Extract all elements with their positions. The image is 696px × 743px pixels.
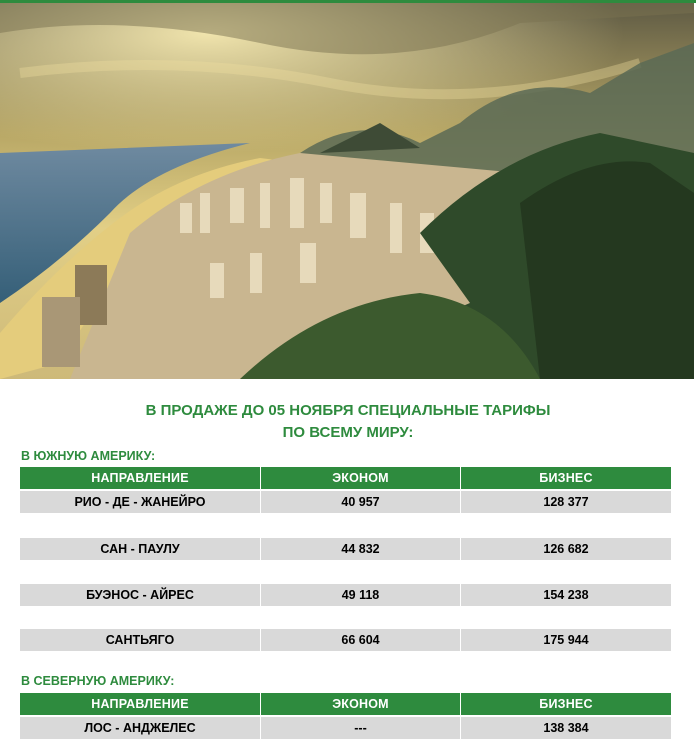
header-economy: ЭКОНОМ xyxy=(261,693,460,715)
header-economy: ЭКОНОМ xyxy=(261,467,460,489)
headline-line-2: ПО ВСЕМУ МИРУ: xyxy=(282,424,414,441)
south-america-label: В ЮЖНУЮ АМЕРИКУ: xyxy=(21,449,156,463)
destination-cell: БУЭНОС - АЙРЕС xyxy=(20,584,260,606)
header-business: БИЗНЕС xyxy=(461,693,671,715)
economy-price-cell: 40 957 xyxy=(261,491,460,513)
economy-price-cell: --- xyxy=(261,717,460,739)
north-america-label: В СЕВЕРНУЮ АМЕРИКУ: xyxy=(21,674,175,688)
table-row xyxy=(20,491,671,513)
table-row xyxy=(20,584,671,606)
economy-price-cell: 49 118 xyxy=(261,584,460,606)
promo-headline xyxy=(0,400,696,444)
table-row xyxy=(20,629,671,651)
header-destination: НАПРАВЛЕНИЕ xyxy=(20,693,260,715)
destination-cell: РИО - ДЕ - ЖАНЕЙРО xyxy=(20,491,260,513)
table-row xyxy=(20,717,671,739)
destination-cell: ЛОС - АНДЖЕЛЕС xyxy=(20,717,260,739)
header-business: БИЗНЕС xyxy=(461,467,671,489)
destination-cell: САН - ПАУЛУ xyxy=(20,538,260,560)
south-table-header xyxy=(20,467,671,489)
headline-line-1: В ПРОДАЖЕ ДО 05 НОЯБРЯ СПЕЦИАЛЬНЫЕ ТАРИФЫ xyxy=(145,402,551,419)
economy-price-cell: 44 832 xyxy=(261,538,460,560)
destination-cell: САНТЬЯГО xyxy=(20,629,260,651)
business-price-cell: 128 377 xyxy=(461,491,671,513)
north-table-header xyxy=(20,693,671,715)
business-price-cell: 138 384 xyxy=(461,717,671,739)
economy-price-cell: 66 604 xyxy=(261,629,460,651)
hero-photo xyxy=(0,3,694,379)
header-destination: НАПРАВЛЕНИЕ xyxy=(20,467,260,489)
table-row xyxy=(20,538,671,560)
business-price-cell: 175 944 xyxy=(461,629,671,651)
business-price-cell: 126 682 xyxy=(461,538,671,560)
business-price-cell: 154 238 xyxy=(461,584,671,606)
